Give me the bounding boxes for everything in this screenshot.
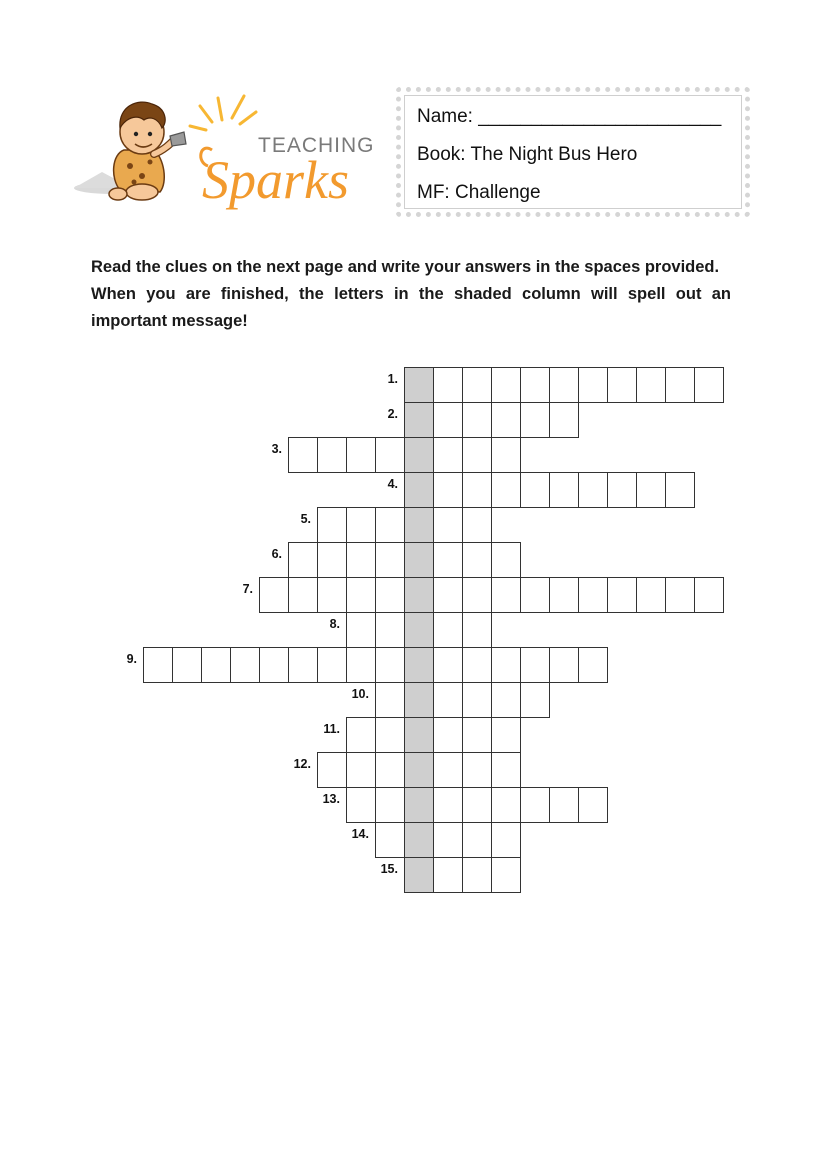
answer-cell[interactable] — [375, 577, 405, 613]
book-title: Book: The Night Bus Hero — [417, 144, 638, 165]
answer-cell[interactable] — [462, 612, 492, 648]
answer-cell[interactable] — [491, 787, 521, 823]
shaded-answer-cell[interactable] — [404, 507, 434, 543]
answer-cell[interactable] — [433, 542, 463, 578]
answer-cell[interactable] — [433, 437, 463, 473]
answer-cell[interactable] — [375, 437, 405, 473]
answer-cell[interactable] — [346, 612, 376, 648]
answer-cell[interactable] — [462, 647, 492, 683]
answer-cell[interactable] — [317, 647, 347, 683]
answer-cell[interactable] — [462, 717, 492, 753]
name-field[interactable]: Name: _______________________ — [417, 106, 722, 127]
answer-cell[interactable] — [230, 647, 260, 683]
answer-cell[interactable] — [375, 752, 405, 788]
shaded-answer-cell[interactable] — [404, 717, 434, 753]
shaded-answer-cell[interactable] — [404, 647, 434, 683]
answer-cell[interactable] — [346, 577, 376, 613]
clue-number: 12. — [293, 757, 311, 771]
answer-cell[interactable] — [549, 472, 579, 508]
answer-cell[interactable] — [549, 647, 579, 683]
answer-cell[interactable] — [317, 507, 347, 543]
answer-cell[interactable] — [491, 472, 521, 508]
shaded-answer-cell[interactable] — [404, 367, 434, 403]
answer-cell[interactable] — [201, 647, 231, 683]
answer-cell[interactable] — [433, 787, 463, 823]
clue-number: 15. — [380, 862, 398, 876]
answer-cell[interactable] — [462, 682, 492, 718]
instructions-line-1: Read the clues on the next page and write your answers in the spaces provided. — [91, 258, 720, 276]
clue-number: 10. — [351, 687, 369, 701]
answer-cell[interactable] — [549, 367, 579, 403]
answer-cell[interactable] — [433, 507, 463, 543]
answer-cell[interactable] — [520, 787, 550, 823]
answer-cell[interactable] — [375, 822, 405, 858]
answer-cell[interactable] — [288, 577, 318, 613]
answer-cell[interactable] — [520, 577, 550, 613]
answer-cell[interactable] — [433, 577, 463, 613]
answer-cell[interactable] — [462, 542, 492, 578]
answer-cell[interactable] — [433, 472, 463, 508]
answer-cell[interactable] — [520, 682, 550, 718]
shaded-answer-cell[interactable] — [404, 402, 434, 438]
answer-cell[interactable] — [433, 857, 463, 893]
clue-number: 1. — [387, 372, 398, 386]
clue-number: 9. — [126, 652, 137, 666]
answer-cell[interactable] — [578, 472, 608, 508]
answer-cell[interactable] — [375, 647, 405, 683]
answer-cell[interactable] — [462, 367, 492, 403]
clue-number: 5. — [300, 512, 311, 526]
shaded-answer-cell[interactable] — [404, 542, 434, 578]
logo-word-teaching: TEACHING — [258, 134, 375, 157]
answer-cell[interactable] — [665, 577, 695, 613]
shaded-answer-cell[interactable] — [404, 612, 434, 648]
clue-number: 11. — [323, 722, 340, 736]
answer-cell[interactable] — [520, 472, 550, 508]
answer-cell[interactable] — [520, 367, 550, 403]
clue-number: 8. — [329, 617, 340, 631]
answer-cell[interactable] — [578, 787, 608, 823]
answer-cell[interactable] — [317, 752, 347, 788]
answer-cell[interactable] — [375, 717, 405, 753]
answer-cell[interactable] — [375, 682, 405, 718]
answer-cell[interactable] — [346, 717, 376, 753]
answer-cell[interactable] — [433, 367, 463, 403]
answer-cell[interactable] — [143, 647, 173, 683]
answer-cell[interactable] — [491, 367, 521, 403]
answer-cell[interactable] — [288, 542, 318, 578]
answer-cell[interactable] — [491, 542, 521, 578]
answer-cell[interactable] — [578, 577, 608, 613]
shaded-answer-cell[interactable] — [404, 787, 434, 823]
clue-number: 14. — [351, 827, 369, 841]
answer-cell[interactable] — [375, 787, 405, 823]
answer-cell[interactable] — [491, 577, 521, 613]
answer-cell[interactable] — [462, 472, 492, 508]
answer-cell[interactable] — [491, 752, 521, 788]
clue-number: 7. — [242, 582, 253, 596]
answer-cell[interactable] — [636, 472, 666, 508]
answer-cell[interactable] — [607, 577, 637, 613]
answer-cell[interactable] — [462, 437, 492, 473]
answer-cell[interactable] — [346, 507, 376, 543]
answer-cell[interactable] — [346, 647, 376, 683]
answer-cell[interactable] — [462, 787, 492, 823]
answer-cell[interactable] — [578, 367, 608, 403]
answer-cell[interactable] — [433, 402, 463, 438]
answer-cell[interactable] — [636, 367, 666, 403]
answer-cell[interactable] — [520, 402, 550, 438]
answer-cell[interactable] — [433, 717, 463, 753]
answer-cell[interactable] — [317, 542, 347, 578]
answer-cell[interactable] — [346, 542, 376, 578]
answer-cell[interactable] — [491, 857, 521, 893]
answer-cell[interactable] — [462, 507, 492, 543]
answer-cell[interactable] — [375, 542, 405, 578]
answer-cell[interactable] — [694, 577, 724, 613]
answer-cell[interactable] — [433, 822, 463, 858]
shaded-answer-cell[interactable] — [404, 472, 434, 508]
clue-number: 13. — [322, 792, 340, 806]
answer-cell[interactable] — [491, 402, 521, 438]
shaded-answer-cell[interactable] — [404, 437, 434, 473]
shaded-answer-cell[interactable] — [404, 682, 434, 718]
answer-cell[interactable] — [259, 647, 289, 683]
answer-cell[interactable] — [317, 437, 347, 473]
clue-number: 2. — [387, 407, 398, 421]
answer-cell[interactable] — [491, 822, 521, 858]
answer-cell[interactable] — [578, 647, 608, 683]
answer-cell[interactable] — [346, 787, 376, 823]
answer-cell[interactable] — [433, 682, 463, 718]
answer-cell[interactable] — [491, 717, 521, 753]
answer-cell[interactable] — [491, 437, 521, 473]
answer-cell[interactable] — [462, 857, 492, 893]
answer-cell[interactable] — [375, 612, 405, 648]
answer-cell[interactable] — [665, 472, 695, 508]
answer-cell[interactable] — [491, 682, 521, 718]
answer-cell[interactable] — [462, 752, 492, 788]
answer-cell[interactable] — [462, 822, 492, 858]
answer-cell[interactable] — [433, 752, 463, 788]
answer-cell[interactable] — [694, 367, 724, 403]
answer-cell[interactable] — [375, 507, 405, 543]
shaded-answer-cell[interactable] — [404, 752, 434, 788]
answer-cell[interactable] — [288, 437, 318, 473]
answer-cell[interactable] — [462, 402, 492, 438]
answer-cell[interactable] — [491, 647, 521, 683]
answer-cell[interactable] — [317, 577, 347, 613]
answer-cell[interactable] — [346, 437, 376, 473]
shaded-answer-cell[interactable] — [404, 577, 434, 613]
answer-cell[interactable] — [346, 752, 376, 788]
answer-cell[interactable] — [607, 367, 637, 403]
answer-cell[interactable] — [462, 577, 492, 613]
logo-word-sparks: Sparks — [202, 150, 349, 210]
answer-cell[interactable] — [549, 577, 579, 613]
instructions-line-2: When you are finished, the letters in the shaded column will spell out an — [91, 285, 731, 303]
clue-number: 6. — [271, 547, 282, 561]
answer-cell[interactable] — [259, 577, 289, 613]
answer-cell[interactable] — [636, 577, 666, 613]
answer-cell[interactable] — [665, 367, 695, 403]
mf-level: MF: Challenge — [417, 182, 541, 203]
shaded-answer-cell[interactable] — [404, 822, 434, 858]
answer-cell[interactable] — [549, 402, 579, 438]
answer-cell[interactable] — [288, 647, 318, 683]
clue-number: 3. — [271, 442, 282, 456]
shaded-answer-cell[interactable] — [404, 857, 434, 893]
answer-cell[interactable] — [607, 472, 637, 508]
answer-cell[interactable] — [520, 647, 550, 683]
answer-cell[interactable] — [172, 647, 202, 683]
answer-cell[interactable] — [433, 647, 463, 683]
clue-number: 4. — [387, 477, 398, 491]
instructions-line-3: important message! — [91, 312, 248, 330]
answer-cell[interactable] — [549, 787, 579, 823]
answer-cell[interactable] — [433, 612, 463, 648]
